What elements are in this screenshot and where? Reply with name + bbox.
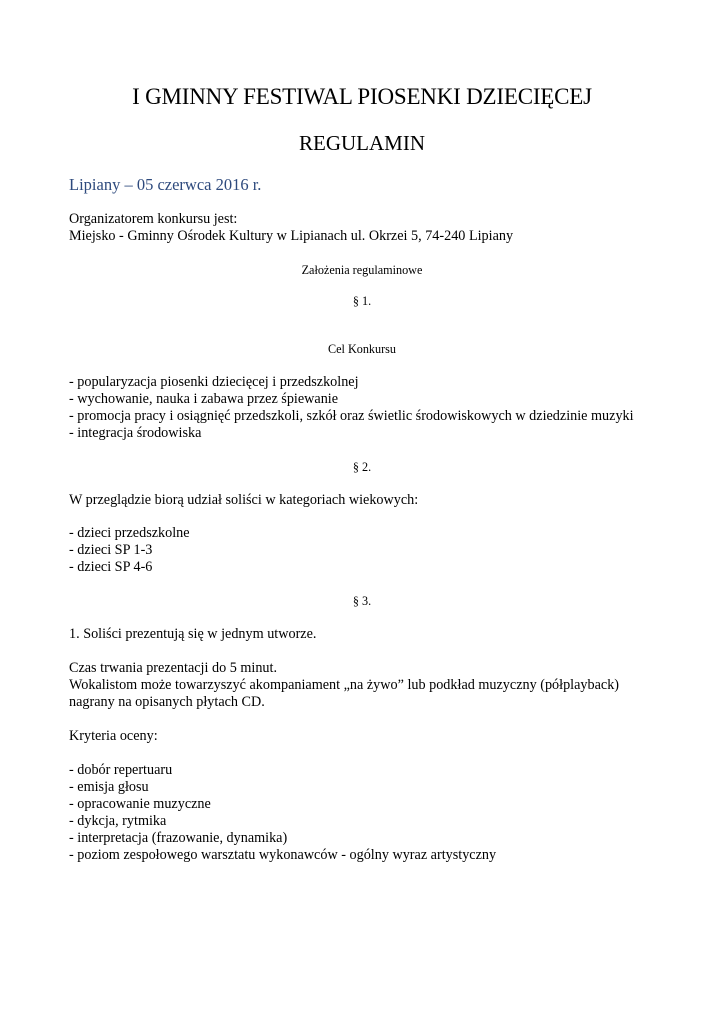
list-item: - poziom zespołowego warsztatu wykonawców - ogólny wyraz artystyczny [69, 847, 497, 863]
section-3-point-1: 1. Soliści prezentują się w jednym utworze. [69, 626, 317, 642]
organizer-name: Miejsko - Gminny Ośrodek Kultury w Lipianach ul. Okrzei 5, 74-240 Lipiany [69, 228, 514, 244]
section-2-list [69, 525, 190, 576]
section-1-heading: Cel Konkursu [327, 342, 397, 356]
section-3-paragraph [69, 660, 619, 711]
paragraph-line: Czas trwania prezentacji do 5 minut. [69, 660, 278, 676]
place-date: Lipiany – 05 czerwca 2016 r. [69, 175, 262, 194]
list-item: - promocja pracy i osiągnięć przedszkoli, szkół oraz świetlic środowiskowych w dziedzinie muzyki [69, 408, 634, 424]
list-item: - emisja głosu [69, 779, 149, 795]
list-item: - popularyzacja piosenki dziecięcej i przedszkolnej [69, 374, 359, 390]
criteria-list [69, 762, 496, 864]
list-item: - dzieci SP 4-6 [69, 559, 153, 575]
paragraph-line: nagrany na opisanych płytach CD. [69, 694, 265, 710]
section-2-intro: W przeglądzie biorą udział soliści w kategoriach wiekowych: [69, 492, 419, 508]
document-title: I GMINNY FESTIWAL PIOSENKI DZIECIĘCEJ [132, 84, 592, 109]
list-item: - dobór repertuaru [69, 762, 173, 778]
list-item: - opracowanie muzyczne [69, 796, 211, 812]
list-item: - integracja środowiska [69, 425, 202, 441]
section-2-number: § 2. [352, 460, 372, 474]
section-1-list [69, 374, 634, 442]
criteria-label: Kryteria oceny: [69, 728, 158, 744]
list-item: - interpretacja (frazowanie, dynamika) [69, 830, 288, 846]
assumptions-heading: Założenia regulaminowe [301, 263, 423, 277]
section-1-number: § 1. [352, 294, 372, 308]
list-item: - dzieci SP 1-3 [69, 542, 153, 558]
organizer-block [69, 211, 513, 245]
document-subtitle: REGULAMIN [299, 131, 425, 155]
paragraph-line: Wokalistom może towarzyszyć akompaniament „na żywo” lub podkład muzyczny (półplayback) [69, 677, 620, 693]
list-item: - wychowanie, nauka i zabawa przez śpiewanie [69, 391, 339, 407]
section-3-number: § 3. [352, 594, 372, 608]
list-item: - dykcja, rytmika [69, 813, 167, 829]
organizer-label: Organizatorem konkursu jest: [69, 211, 238, 227]
list-item: - dzieci przedszkolne [69, 525, 190, 541]
